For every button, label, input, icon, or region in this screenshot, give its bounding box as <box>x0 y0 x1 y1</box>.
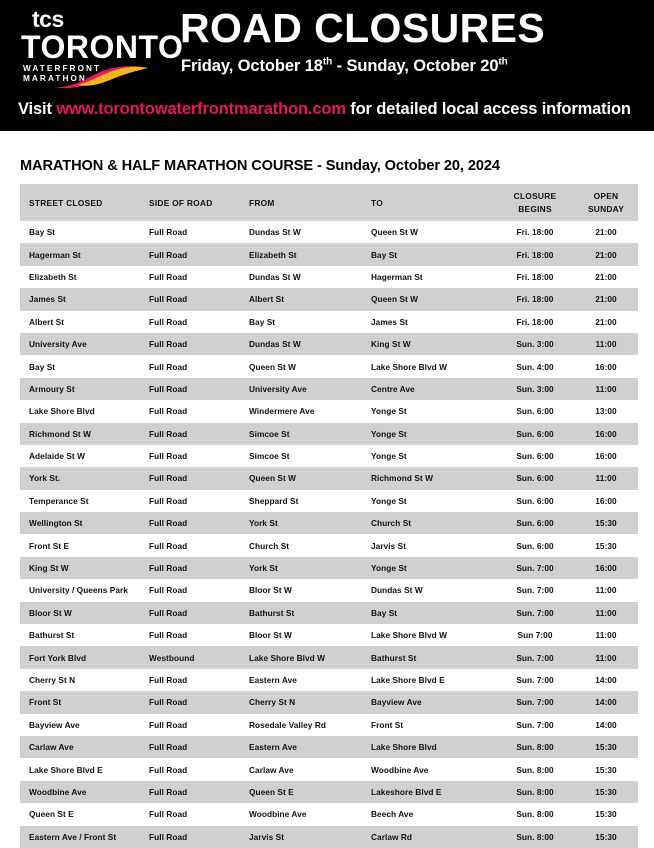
cell-street-closed: Temperance St <box>29 495 89 506</box>
cell-open-sunday: 11:00 <box>595 607 617 618</box>
cell-street-closed: University Ave <box>29 339 87 350</box>
cell-closure-begins: Sun. 7:00 <box>516 719 554 730</box>
cell-to: Lake Shore Blvd W <box>371 630 447 641</box>
cell-to: Church St <box>371 518 412 529</box>
cell-street-closed: Wellington St <box>29 518 83 529</box>
cell-closure-begins: Sun. 6:00 <box>516 518 554 529</box>
cell-to: Yonge St <box>371 406 407 417</box>
open-sunday-line1: OPEN <box>593 191 619 202</box>
cell-to: Hagerman St <box>371 271 423 282</box>
cell-from: Queen St W <box>249 473 297 484</box>
cell-street-closed: Bayview Ave <box>29 719 80 730</box>
cell-side-of-road: Full Road <box>149 809 188 820</box>
cell-open-sunday: 15:30 <box>595 809 617 820</box>
cell-from: Dundas St W <box>249 339 301 350</box>
cell-from: Eastern Ave <box>249 742 297 753</box>
cell-closure-begins: Fri. 18:00 <box>516 271 554 282</box>
cell-from: Woodbine Ave <box>249 809 307 820</box>
cell-to: James St <box>371 316 408 327</box>
cell-from: Rosedale Valley Rd <box>249 719 326 730</box>
cell-closure-begins: Sun. 8:00 <box>516 742 554 753</box>
table-row <box>20 490 638 512</box>
cell-closure-begins: Sun. 7:00 <box>516 675 554 685</box>
cell-side-of-road: Full Road <box>149 585 188 596</box>
cell-side-of-road: Full Road <box>149 406 188 417</box>
cell-to: Yonge St <box>371 495 407 506</box>
table-row <box>20 243 638 265</box>
cell-street-closed: Bay St <box>29 361 56 372</box>
table-row <box>20 512 638 534</box>
table-row <box>20 378 638 400</box>
closure-begins-line2: BEGINS <box>518 203 552 214</box>
logo-toronto-text: TORONTO <box>21 29 184 65</box>
cell-open-sunday: 14:00 <box>595 697 617 708</box>
table-row <box>20 423 638 445</box>
cell-side-of-road: Westbound <box>149 652 195 663</box>
table-row <box>20 400 638 422</box>
column-header-street-closed: STREET CLOSED <box>20 184 140 221</box>
logo-tcs-text: tcs <box>32 6 64 32</box>
cell-street-closed: York St. <box>29 473 61 484</box>
cell-open-sunday: 11:00 <box>595 383 617 394</box>
table-row <box>20 579 638 601</box>
cell-side-of-road: Full Road <box>149 339 188 350</box>
closure-begins-line1: CLOSURE <box>513 191 557 202</box>
cell-open-sunday: 11:00 <box>595 585 617 596</box>
cell-street-closed: Hagerman St <box>29 249 81 260</box>
cell-side-of-road: Full Road <box>149 361 188 372</box>
cell-closure-begins: Fri. 18:00 <box>516 294 554 305</box>
table-row <box>20 736 638 758</box>
cell-street-closed: Eastern Ave / Front St <box>29 831 117 842</box>
cell-from: University Ave <box>249 383 307 394</box>
table-row <box>20 826 638 848</box>
cell-side-of-road: Full Road <box>149 518 188 529</box>
cell-side-of-road: Full Road <box>149 473 188 484</box>
cell-street-closed: Front St E <box>29 540 70 551</box>
cell-closure-begins: Sun. 8:00 <box>516 809 554 820</box>
cell-side-of-road: Full Road <box>149 786 188 797</box>
cell-to: Richmond St W <box>371 473 433 484</box>
cell-closure-begins: Sun. 7:00 <box>516 585 554 596</box>
cell-street-closed: Armoury St <box>29 383 75 394</box>
cell-street-closed: Lake Shore Blvd <box>29 406 95 417</box>
cell-to: Woodbine Ave <box>371 764 429 775</box>
column-header-from: FROM <box>240 184 362 221</box>
cell-closure-begins: Sun. 7:00 <box>516 652 554 663</box>
cell-side-of-road: Full Road <box>149 428 188 439</box>
table-row <box>20 534 638 556</box>
cell-from: Simcoe St <box>249 451 290 462</box>
cell-from: Lake Shore Blvd W <box>249 652 325 663</box>
table-row <box>20 669 638 691</box>
cell-from: Jarvis St <box>249 831 285 842</box>
column-header-side-of-road: SIDE OF ROAD <box>140 184 240 221</box>
cell-to: Yonge St <box>371 563 407 574</box>
event-date-range <box>181 57 508 76</box>
cell-from: Cherry St N <box>249 697 296 708</box>
cell-closure-begins: Sun. 3:00 <box>516 383 554 394</box>
column-header-to: TO <box>362 184 496 221</box>
cell-street-closed: Lake Shore Blvd E <box>29 764 103 775</box>
cell-from: York St <box>249 518 278 529</box>
cell-open-sunday: 15:30 <box>595 786 617 797</box>
table-row <box>20 602 638 624</box>
cell-closure-begins: Fri. 18:00 <box>516 227 554 238</box>
cell-side-of-road: Full Road <box>149 316 188 327</box>
table-header-row <box>20 184 638 221</box>
table-row <box>20 288 638 310</box>
cell-open-sunday: 21:00 <box>595 316 617 327</box>
cell-closure-begins: Sun. 7:00 <box>516 607 554 618</box>
cell-from: Bloor St W <box>249 630 292 641</box>
cell-open-sunday: 21:00 <box>595 249 617 260</box>
website-url-link[interactable]: www.torontowaterfrontmarathon.com <box>56 100 346 118</box>
cell-to: Lake Shore Blvd E <box>371 675 445 685</box>
cell-closure-begins: Sun. 6:00 <box>516 451 554 462</box>
table-row <box>20 624 638 646</box>
cell-from: Elizabeth St <box>249 249 297 260</box>
cell-street-closed: Richmond St W <box>29 428 91 439</box>
cell-side-of-road: Full Road <box>149 742 188 753</box>
cell-closure-begins: Sun. 8:00 <box>516 786 554 797</box>
cell-open-sunday: 21:00 <box>595 271 617 282</box>
cell-closure-begins: Sun. 8:00 <box>516 764 554 775</box>
cell-from: Carlaw Ave <box>249 764 294 775</box>
cell-open-sunday: 11:00 <box>595 339 617 350</box>
cell-side-of-road: Full Road <box>149 495 188 506</box>
cell-side-of-road: Full Road <box>149 451 188 462</box>
cell-from: Dundas St W <box>249 227 301 238</box>
cell-to: Lakeshore Blvd E <box>371 786 442 797</box>
table-row <box>20 333 638 355</box>
table-row <box>20 311 638 333</box>
table-row <box>20 646 638 668</box>
table-row <box>20 714 638 736</box>
date-range-middle: - Sunday, October 20 <box>332 57 499 75</box>
cell-to: Bathurst St <box>371 652 417 663</box>
cell-side-of-road: Full Road <box>149 831 188 842</box>
table-row <box>20 355 638 377</box>
cell-closure-begins: Sun. 6:00 <box>516 495 554 506</box>
cell-to: Queen St W <box>371 227 419 238</box>
cell-street-closed: James St <box>29 294 66 305</box>
cell-side-of-road: Full Road <box>149 294 188 305</box>
cell-closure-begins: Sun. 6:00 <box>516 406 554 417</box>
cell-street-closed: Adelaide St W <box>29 451 85 462</box>
cell-to: Lake Shore Blvd W <box>371 361 447 372</box>
cell-side-of-road: Full Road <box>149 383 188 394</box>
cell-side-of-road: Full Road <box>149 271 188 282</box>
cell-to: King St W <box>371 339 411 350</box>
cell-side-of-road: Full Road <box>149 249 188 260</box>
section-heading: MARATHON & HALF MARATHON COURSE - Sunday, October 20, 2024 <box>20 158 500 174</box>
cell-side-of-road: Full Road <box>149 540 188 551</box>
cell-to: Bay St <box>371 249 398 260</box>
cell-to: Front St <box>371 719 404 730</box>
cell-open-sunday: 16:00 <box>595 428 617 439</box>
cell-from: Queen St W <box>249 361 297 372</box>
cell-street-closed: Bay St <box>29 227 56 238</box>
cell-open-sunday: 14:00 <box>595 719 617 730</box>
cell-side-of-road: Full Road <box>149 697 188 708</box>
cell-from: Simcoe St <box>249 428 290 439</box>
cell-street-closed: King St W <box>29 563 69 574</box>
cell-closure-begins: Fri. 18:00 <box>516 316 554 327</box>
cell-from: Church St <box>249 540 290 551</box>
cell-side-of-road: Full Road <box>149 563 188 574</box>
cell-side-of-road: Full Road <box>149 630 188 641</box>
cell-street-closed: Bloor St W <box>29 607 72 618</box>
cell-open-sunday: 16:00 <box>595 563 617 574</box>
cell-open-sunday: 11:00 <box>595 630 617 641</box>
cell-open-sunday: 11:00 <box>595 473 617 484</box>
cell-to: Queen St W <box>371 294 419 305</box>
cell-street-closed: Bathurst St <box>29 630 75 641</box>
date-sup-18th: th <box>322 56 333 68</box>
cell-to: Dundas St W <box>371 585 423 596</box>
cell-open-sunday: 13:00 <box>595 406 617 417</box>
open-sunday-line2: SUNDAY <box>587 203 625 214</box>
cell-open-sunday: 21:00 <box>595 294 617 305</box>
cell-street-closed: Carlaw Ave <box>29 742 74 753</box>
cell-closure-begins: Sun 7:00 <box>517 630 553 641</box>
visit-suffix-text: for detailed local access information <box>345 100 631 118</box>
table-row <box>20 691 638 713</box>
cell-from: Albert St <box>249 294 285 305</box>
cell-side-of-road: Full Road <box>149 719 188 730</box>
road-closures-table <box>20 184 638 848</box>
cell-closure-begins: Sun. 6:00 <box>516 473 554 484</box>
cell-open-sunday: 16:00 <box>595 361 617 372</box>
cell-open-sunday: 16:00 <box>595 495 617 506</box>
cell-from: Bloor St W <box>249 585 292 596</box>
table-row <box>20 758 638 780</box>
logo-waterfront-marathon-text: WATERFRONT MARATHON <box>23 63 102 84</box>
column-header-open-sunday <box>574 184 638 221</box>
cell-from: Sheppard St <box>249 495 299 506</box>
cell-from: Windermere Ave <box>249 406 315 417</box>
column-header-closure-begins <box>496 184 574 221</box>
table-row <box>20 803 638 825</box>
table-row <box>20 445 638 467</box>
cell-closure-begins: Sun. 4:00 <box>516 361 554 372</box>
page-header <box>0 0 654 131</box>
cell-to: Beech Ave <box>371 809 414 820</box>
cell-from: Eastern Ave <box>249 675 297 685</box>
cell-to: Jarvis St <box>371 540 407 551</box>
table-row <box>20 467 638 489</box>
cell-side-of-road: Full Road <box>149 607 188 618</box>
cell-to: Carlaw Rd <box>371 831 413 842</box>
visit-prefix-text: Visit <box>18 100 57 118</box>
cell-street-closed: Woodbine Ave <box>29 786 87 797</box>
table-body <box>20 221 638 848</box>
cell-open-sunday: 15:30 <box>595 831 617 842</box>
cell-from: Dundas St W <box>249 271 301 282</box>
date-range-start: Friday, October 18 <box>181 57 323 75</box>
cell-to: Yonge St <box>371 428 407 439</box>
cell-to: Yonge St <box>371 451 407 462</box>
date-sup-20th: th <box>498 56 508 68</box>
cell-open-sunday: 15:30 <box>595 540 617 551</box>
cell-street-closed: Fort York Blvd <box>29 652 87 663</box>
cell-from: Bay St <box>249 316 276 327</box>
table-row <box>20 557 638 579</box>
cell-open-sunday: 15:30 <box>595 742 617 753</box>
cell-side-of-road: Full Road <box>149 764 188 775</box>
cell-open-sunday: 16:00 <box>595 451 617 462</box>
cell-side-of-road: Full Road <box>149 675 188 685</box>
cell-open-sunday: 15:30 <box>595 764 617 775</box>
cell-street-closed: Elizabeth St <box>29 271 77 282</box>
cell-open-sunday: 21:00 <box>595 227 617 238</box>
cell-open-sunday: 14:00 <box>595 675 617 685</box>
page-title: ROAD CLOSURES <box>180 5 546 51</box>
cell-from: Queen St E <box>249 786 294 797</box>
cell-from: Bathurst St <box>249 607 295 618</box>
cell-from: York St <box>249 563 278 574</box>
cell-to: Centre Ave <box>371 383 415 394</box>
cell-to: Lake Shore Blvd <box>371 742 437 753</box>
cell-closure-begins: Fri. 18:00 <box>516 249 554 260</box>
cell-to: Bay St <box>371 607 398 618</box>
cell-closure-begins: Sun. 6:00 <box>516 428 554 439</box>
table-header <box>20 184 638 221</box>
cell-street-closed: Cherry St N <box>29 675 76 685</box>
cell-side-of-road: Full Road <box>149 227 188 238</box>
logo-swoosh-icon <box>38 62 150 88</box>
cell-to: Bayview Ave <box>371 697 422 708</box>
cell-closure-begins: Sun. 7:00 <box>516 563 554 574</box>
cell-street-closed: University / Queens Park <box>29 585 128 596</box>
cell-open-sunday: 11:00 <box>595 652 617 663</box>
cell-closure-begins: Sun. 8:00 <box>516 831 554 842</box>
cell-street-closed: Albert St <box>29 316 65 327</box>
table-row <box>20 221 638 243</box>
cell-closure-begins: Sun. 6:00 <box>516 540 554 551</box>
visit-website-line <box>18 100 631 119</box>
cell-closure-begins: Sun. 3:00 <box>516 339 554 350</box>
cell-open-sunday: 15:30 <box>595 518 617 529</box>
table-row <box>20 781 638 803</box>
cell-street-closed: Queen St E <box>29 809 74 820</box>
cell-street-closed: Front St <box>29 697 62 708</box>
cell-closure-begins: Sun. 7:00 <box>516 697 554 708</box>
table-row <box>20 266 638 288</box>
